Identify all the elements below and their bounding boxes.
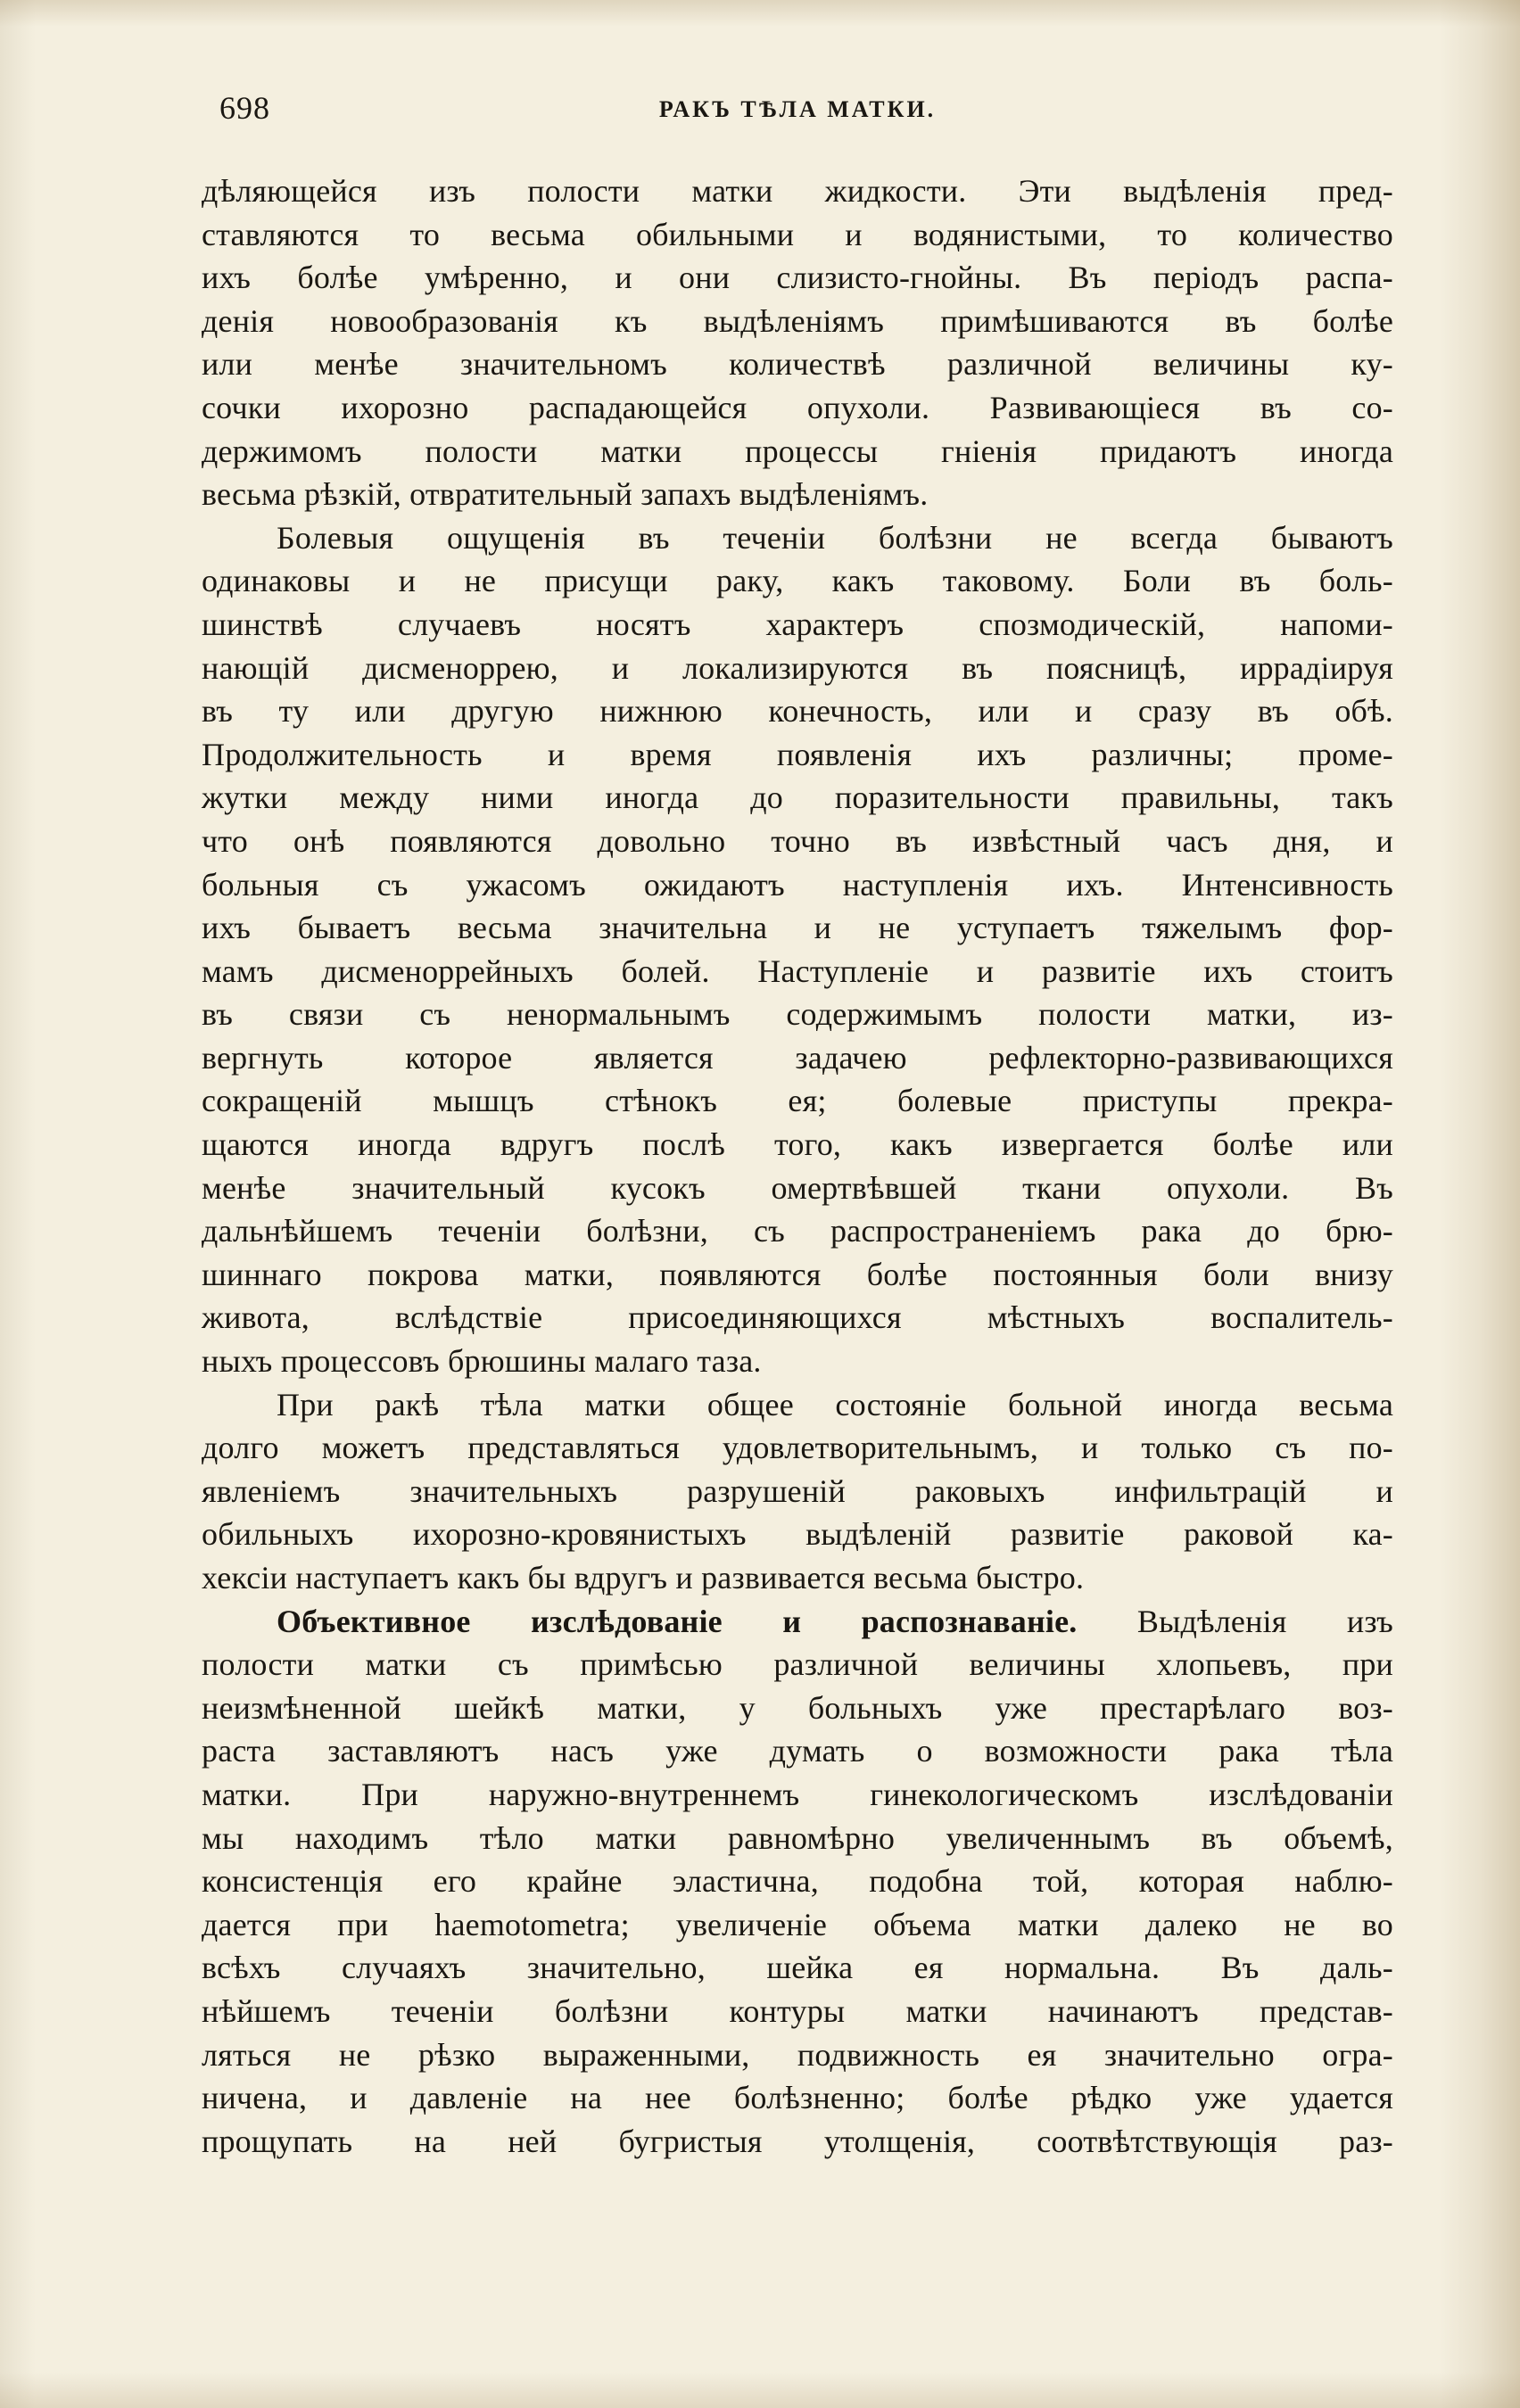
- text-line: держимомъ полости матки процессы гніенія придаютъ иногда: [202, 433, 1393, 469]
- text-line: ничена, и давленіе на нее болѣзненно; болѣе рѣдко уже удается: [202, 2080, 1393, 2116]
- text-line: Продолжительность и время появленія ихъ различны; проме-: [202, 736, 1393, 772]
- text-line: дается при haemotometra; увеличеніе объема матки далеко не во: [202, 1906, 1393, 1942]
- text-line: мы находимъ тѣло матки равномѣрно увеличеннымъ въ объемѣ,: [202, 1819, 1393, 1856]
- text-line: вергнуть которое является задачею рефлекторно-развивающихся: [202, 1039, 1393, 1076]
- text-line: долго можетъ представляться удовлетворительнымъ, и только съ по-: [202, 1430, 1393, 1466]
- text-line: что онѣ появляются довольно точно въ извѣстный часъ дня, и: [202, 822, 1393, 859]
- text-line: дальнѣйшемъ теченіи болѣзни, съ распространеніемъ рака до брю-: [202, 1213, 1393, 1249]
- paragraph-pain: [202, 516, 1393, 1383]
- text-line: ляться не рѣзко выраженными, подвижность ея значительно огра-: [202, 2036, 1393, 2073]
- text-line: ставляются то весьма обильными и водянистыми, то количество: [202, 216, 1393, 252]
- text-line: весьма рѣзкій, отвратительный запахъ выдѣленіямъ.: [202, 476, 929, 513]
- paragraph-general-state: [202, 1383, 1393, 1600]
- text-line: раста заставляютъ насъ уже думать о возможности рака тѣла: [202, 1733, 1393, 1769]
- text-line: денія новообразованія къ выдѣленіямъ примѣшиваются въ болѣе: [202, 302, 1393, 339]
- paragraph-diagnosis: [202, 1600, 1393, 2164]
- text-line: одинаковы и не присущи раку, какъ таковому. Боли въ боль-: [202, 563, 1393, 599]
- text-line: шинствѣ случаевъ носятъ характеръ спозмодическій, напоми-: [202, 606, 1393, 642]
- text-line: щаются иногда вдругъ послѣ того, какъ извергается болѣе или: [202, 1126, 1393, 1163]
- text-line: ихъ болѣе умѣренно, и они слизисто-гнойны. Въ періодъ распа-: [202, 260, 1393, 296]
- paragraph-discharge: [202, 169, 1393, 516]
- text-line: прощупать на ней бугристыя утолщенія, соотвѣтствующія раз-: [202, 2123, 1393, 2159]
- text-line: ихъ бываетъ весьма значительна и не уступаетъ тяжелымъ фор-: [202, 910, 1393, 946]
- text-line: шиннаго покрова матки, появляются болѣе постоянныя боли внизу: [202, 1256, 1393, 1292]
- page-number: 698: [219, 90, 270, 126]
- text-line: полости матки съ примѣсью различной величины хлопьевъ, при: [202, 1646, 1393, 1683]
- text-line: дѣляющейся изъ полости матки жидкости. Эти выдѣленія пред-: [202, 173, 1393, 209]
- section-heading: Объективное изслѣдованіе и распознаваніе.: [277, 1603, 1078, 1639]
- text-line: сокращеній мышцъ стѣнокъ ея; болевые приступы прекра-: [202, 1083, 1393, 1119]
- text-line: неизмѣненной шейкѣ матки, у больныхъ уже престарѣлаго воз-: [202, 1689, 1393, 1726]
- text-line: хексіи наступаетъ какъ бы вдругъ и развивается весьма быстро.: [202, 1560, 1085, 1596]
- text-line: матки. При наружно-внутреннемъ гинекологическомъ изслѣдованіи: [202, 1776, 1393, 1812]
- text-line: обильныхъ ихорозно-кровянистыхъ выдѣленій развитіе раковой ка-: [202, 1516, 1393, 1553]
- text-line: При ракѣ тѣла матки общее состояніе больной иногда весьма: [277, 1386, 1393, 1423]
- text-line: больныя съ ужасомъ ожидаютъ наступленія ихъ. Интенсивность: [202, 866, 1393, 903]
- text-line: всѣхъ случаяхъ значительно, шейка ея нормальна. Въ даль-: [202, 1950, 1393, 1986]
- text-line: менѣе значительный кусокъ омертвѣвшей ткани опухоли. Въ: [202, 1169, 1393, 1206]
- text-line: живота, вслѣдствіе присоединяющихся мѣстныхъ воспалитель-: [202, 1299, 1393, 1336]
- heading-line-rest: Выдѣленія изъ: [1136, 1603, 1393, 1639]
- text-line: Болевыя ощущенія въ теченіи болѣзни не всегда бываютъ: [277, 519, 1393, 556]
- text-line: или менѣе значительномъ количествѣ различной величины ку-: [202, 346, 1393, 383]
- text-line: мамъ дисменоррейныхъ болей. Наступленіе и развитіе ихъ стоитъ: [202, 952, 1393, 989]
- running-title: РАКЪ ТѢЛА МАТКИ.: [658, 96, 937, 122]
- text-line: сочки ихорозно распадающейся опухоли. Развивающіеся въ со-: [202, 389, 1393, 425]
- text-line: явленіемъ значительныхъ разрушеній раковыхъ инфильтрацій и: [202, 1472, 1393, 1509]
- text-line: въ связи съ ненормальнымъ содержимымъ полости матки, из-: [202, 996, 1393, 1033]
- text-line: нѣйшемъ теченіи болѣзни контуры матки начинаютъ представ-: [202, 1992, 1393, 2029]
- running-head: [202, 87, 1393, 141]
- text-line: нающій дисменоррею, и локализируются въ поясницѣ, иррадіируя: [202, 649, 1393, 686]
- body-text: [202, 169, 1393, 2163]
- text-line: консистенція его крайне эластична, подобна той, которая наблю-: [202, 1863, 1393, 1900]
- text-line: ныхъ процессовъ брюшины малаго таза.: [202, 1343, 762, 1380]
- text-line: въ ту или другую нижнюю конечность, или и сразу въ обѣ.: [202, 693, 1393, 730]
- text-line: жутки между ними иногда до поразительности правильны, такъ: [202, 779, 1393, 816]
- text-line: [202, 1600, 1393, 1644]
